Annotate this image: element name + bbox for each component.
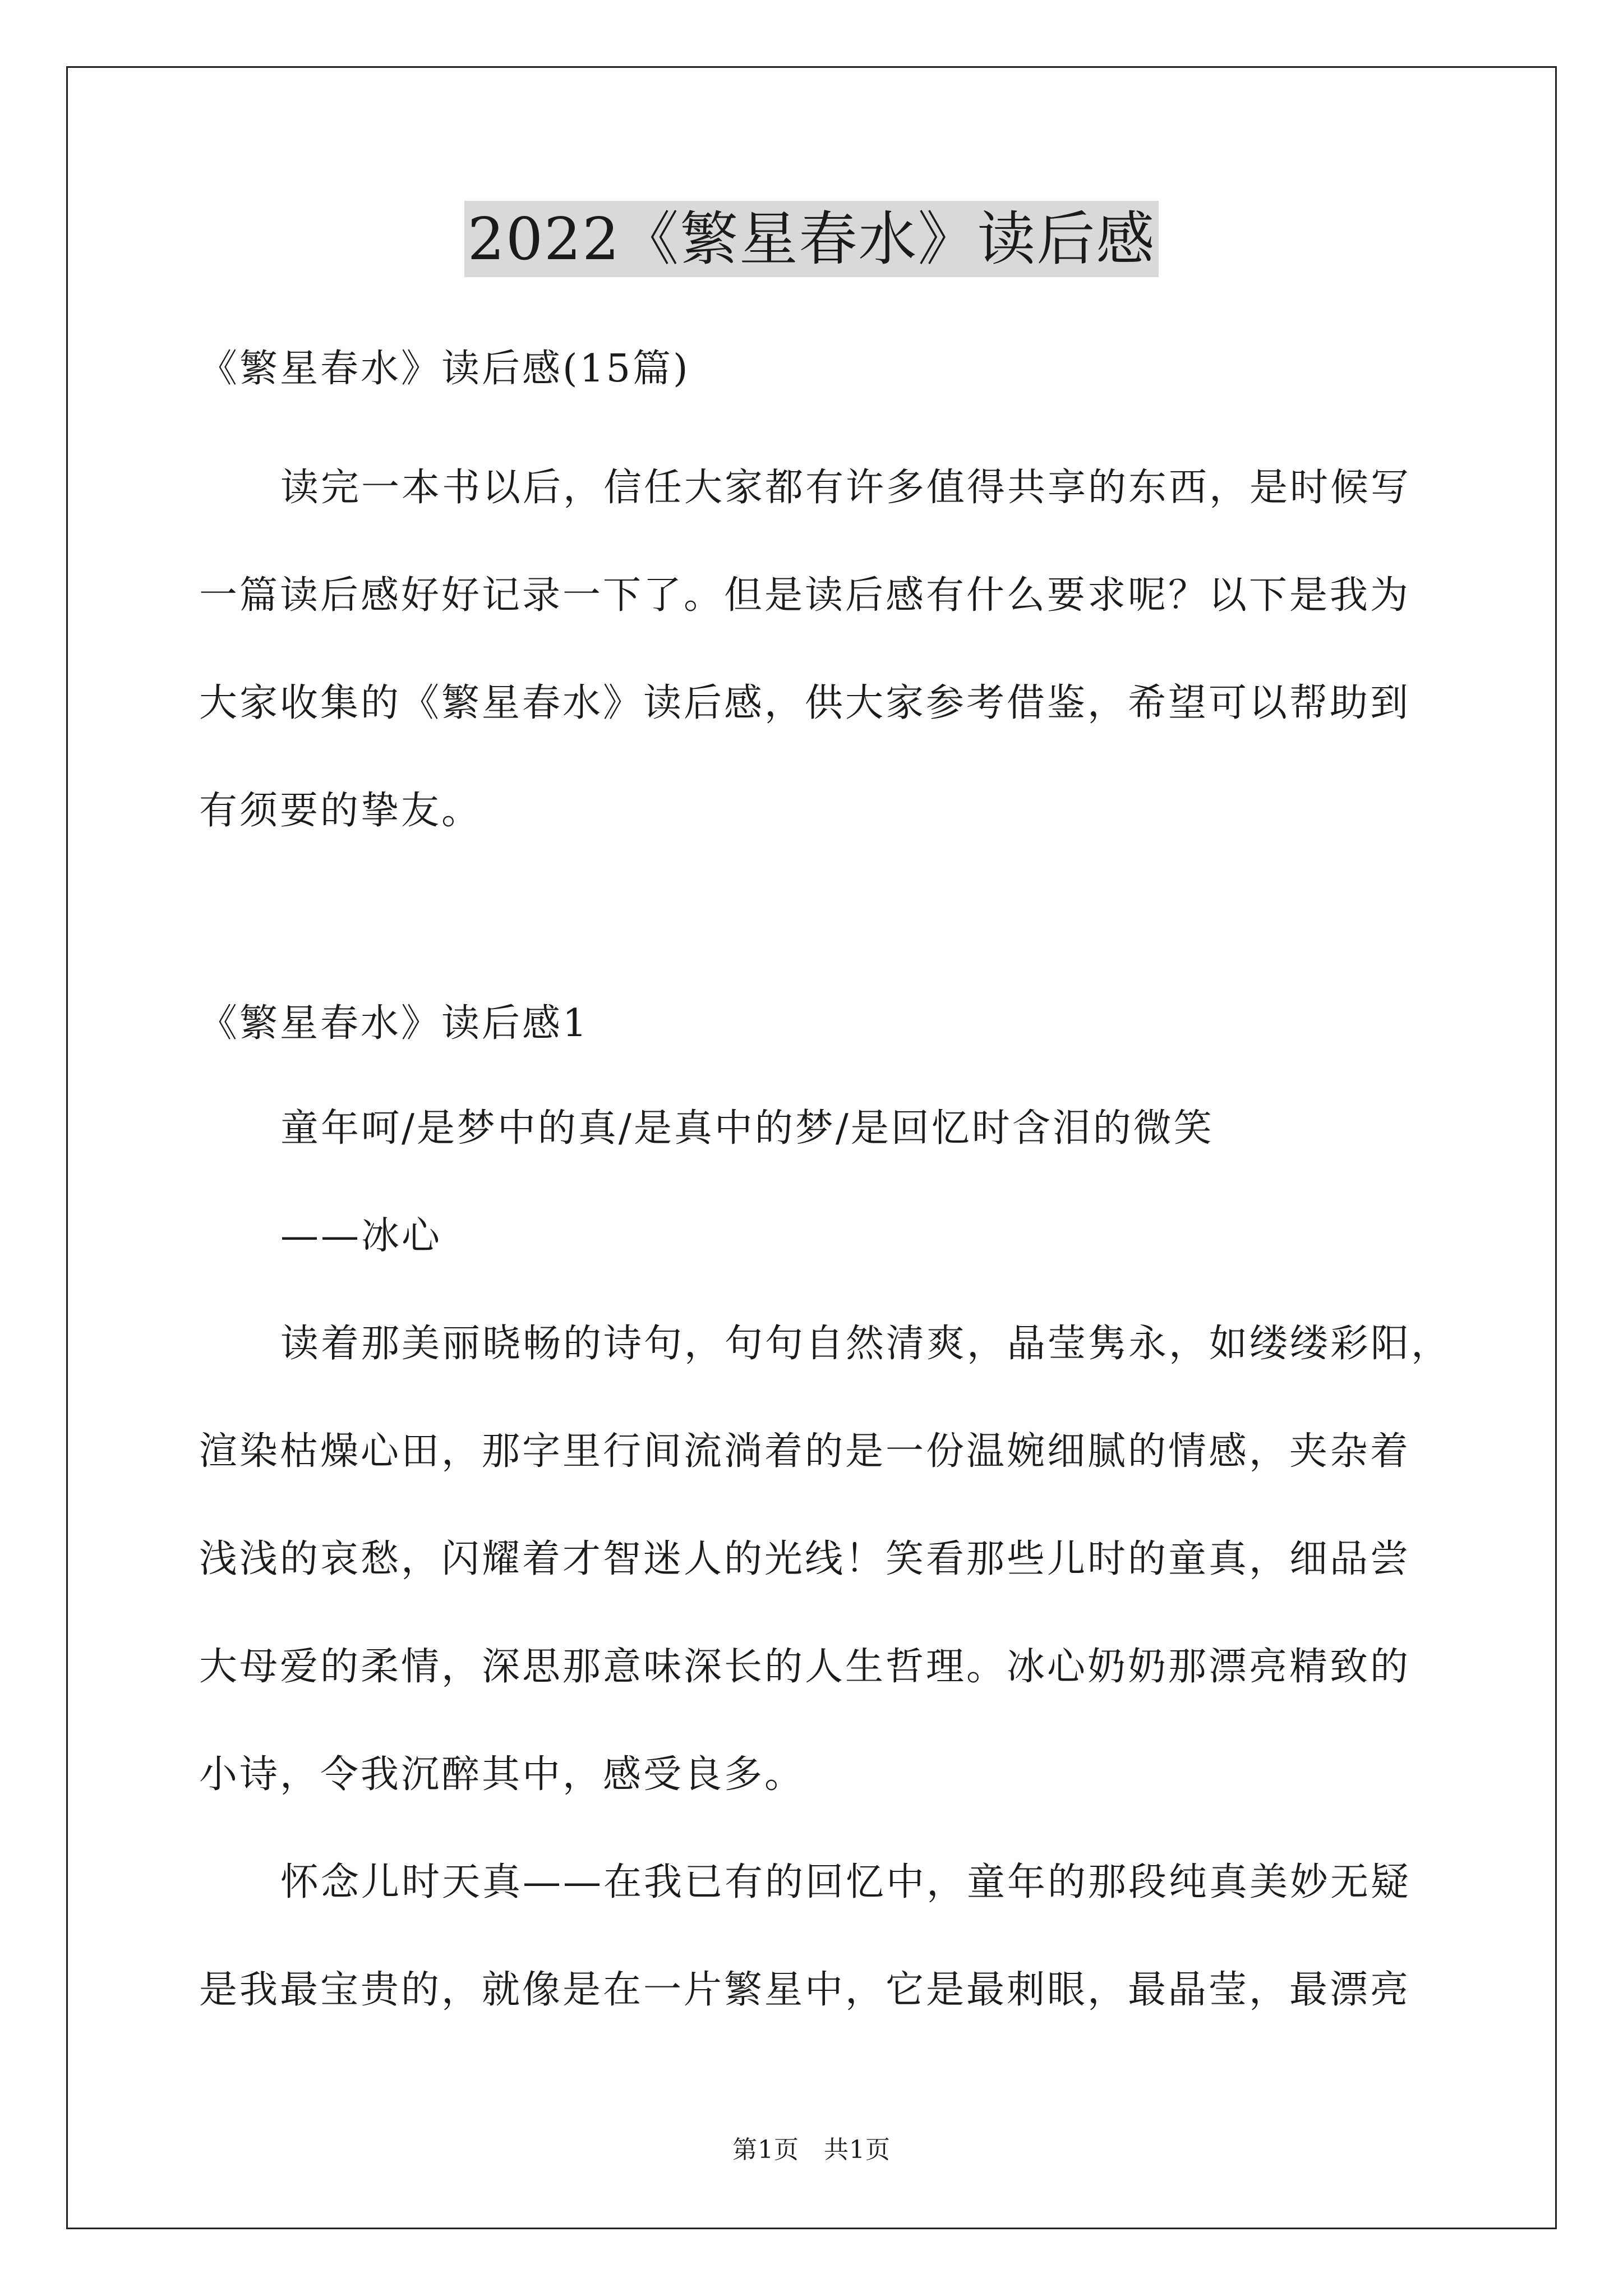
page-total: 共1页 (824, 2136, 891, 2164)
subtitle-line: 《繁星春水》读后感(15篇) (199, 347, 690, 391)
paragraph-line: 读完一本书以后，信任大家都有许多值得共享的东西，是时候写 (280, 466, 1412, 510)
paragraph-line: 怀念儿时天真——在我已有的回忆中，童年的那段纯真美妙无疑 (280, 1860, 1412, 1904)
title-container (0, 201, 1623, 277)
paragraph-line: 有须要的挚友。 (199, 789, 482, 833)
page-footer (0, 2134, 1623, 2166)
section-heading: 《繁星春水》读后感1 (199, 1001, 589, 1046)
paragraph-line: 小诗，令我沉醉其中，感受良多。 (199, 1752, 805, 1797)
paragraph-line: 大家收集的《繁星春水》读后感，供大家参考借鉴，希望可以帮助到 (199, 681, 1411, 725)
page-number: 第1页 (732, 2136, 799, 2164)
poem-line: 童年呵/是梦中的真/是真中的梦/是回忆时含泪的微笑 (280, 1106, 1214, 1151)
paragraph-line: 是我最宝贵的，就像是在一片繁星中，它是最刺眼，最晶莹，最漂亮 (199, 1968, 1411, 2012)
paragraph-line: 大母爱的柔情，深思那意味深长的人生哲理。冰心奶奶那漂亮精致的 (199, 1645, 1411, 1689)
poem-author: ——冰心 (280, 1214, 442, 1258)
paragraph-line: 读着那美丽晓畅的诗句，句句自然清爽，晶莹隽永，如缕缕彩阳， (280, 1322, 1452, 1366)
paragraph-line: 一篇读后感好好记录一下了。但是读后感有什么要求呢？以下是我为 (199, 573, 1411, 618)
paragraph-line: 渲染枯燥心田，那字里行间流淌着的是一份温婉细腻的情感，夹杂着 (199, 1429, 1411, 1474)
paragraph-line: 浅浅的哀愁，闪耀着才智迷人的光线！笑看那些儿时的童真，细品尝 (199, 1537, 1411, 1581)
document-title: 2022《繁星春水》读后感 (464, 201, 1159, 277)
